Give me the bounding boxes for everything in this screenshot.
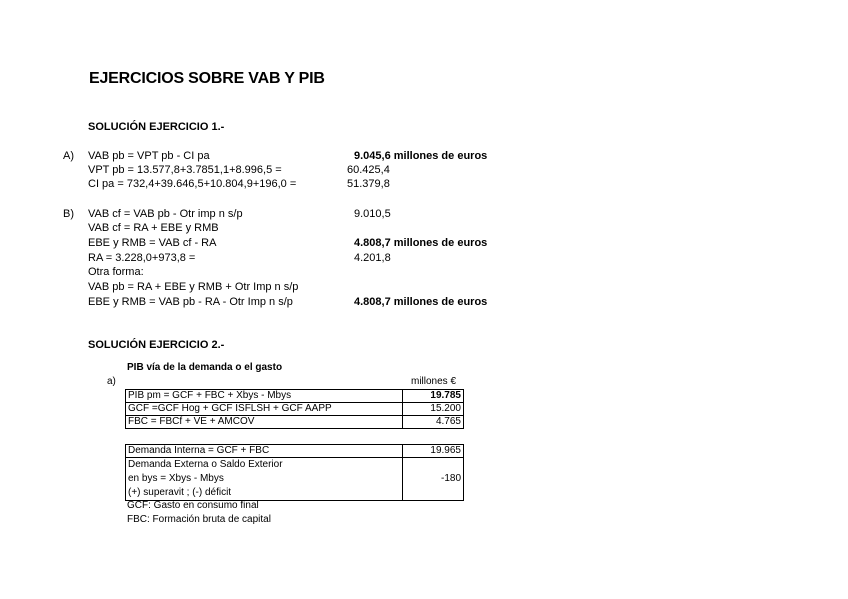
exercise-2-subheading: PIB vía de la demanda o el gasto [127, 362, 283, 373]
table-row [126, 390, 464, 403]
formula-line: VAB pb = RA + EBE y RMB + Otr Imp n s/p [88, 281, 299, 293]
table-row [126, 403, 464, 416]
label-line: Demanda Externa o Saldo Exterior [128, 459, 283, 470]
table-row [126, 458, 464, 501]
result-value: 4.201,8 [354, 252, 391, 264]
result-value: 4.808,7 millones de euros [354, 296, 488, 308]
table-cell-value: -180 [403, 458, 464, 501]
result-value: 9.045,6 millones de euros [354, 150, 488, 162]
label-line: (+) superavit ; (-) déficit [128, 487, 232, 498]
exercise-1-heading: SOLUCIÓN EJERCICIO 1.- [88, 121, 225, 133]
table-cell-value: 19.785 [403, 390, 464, 403]
part-a-marker: a) [107, 376, 116, 387]
formula-line: VAB cf = VAB pb - Otr imp n s/p [88, 208, 243, 220]
table-row [126, 416, 464, 429]
formula-line: EBE y RMB = VAB pb - RA - Otr Imp n s/p [88, 296, 293, 308]
label-line: en bys = Xbys - Mbys [128, 473, 224, 484]
table-cell-value: 19.965 [403, 445, 464, 458]
demand-table [125, 444, 464, 501]
table-cell-value: 15.200 [403, 403, 464, 416]
note-line: FBC: Formación bruta de capital [127, 514, 271, 525]
formula-line: VPT pb = 13.577,8+3.7851,1+8.996,5 = [88, 164, 282, 176]
result-value: 9.010,5 [354, 208, 391, 220]
table-cell-label: Demanda Interna = GCF + FBC [126, 445, 403, 458]
result-value: 60.425,4 [347, 164, 390, 176]
table-cell-label: PIB pm = GCF + FBC + Xbys - Mbys [126, 390, 403, 403]
gdp-expenditure-table [125, 389, 464, 429]
table-cell-value: 4.765 [403, 416, 464, 429]
page-title: EJERCICIOS SOBRE VAB Y PIB [89, 70, 325, 87]
section-a-marker: A) [63, 150, 74, 162]
section-b-marker: B) [63, 208, 74, 220]
formula-line: CI pa = 732,4+39.646,5+10.804,9+196,0 = [88, 178, 297, 190]
table-cell-label: GCF =GCF Hog + GCF ISFLSH + GCF AAPP [126, 403, 403, 416]
result-value: 51.379,8 [347, 178, 390, 190]
exercise-2-heading: SOLUCIÓN EJERCICIO 2.- [88, 339, 225, 351]
result-value: 4.808,7 millones de euros [354, 237, 488, 249]
note-line: GCF: Gasto en consumo final [127, 500, 259, 511]
formula-line: VAB pb = VPT pb - CI pa [88, 150, 210, 162]
formula-line: RA = 3.228,0+973,8 = [88, 252, 196, 264]
formula-line: VAB cf = RA + EBE y RMB [88, 222, 219, 234]
formula-line: Otra forma: [88, 266, 144, 278]
formula-line: EBE y RMB = VAB cf - RA [88, 237, 217, 249]
table-cell-label: FBC = FBCf + VE + AMCOV [126, 416, 403, 429]
units-label: millones € [411, 376, 457, 387]
table-row [126, 445, 464, 458]
table-cell-label [126, 458, 403, 501]
